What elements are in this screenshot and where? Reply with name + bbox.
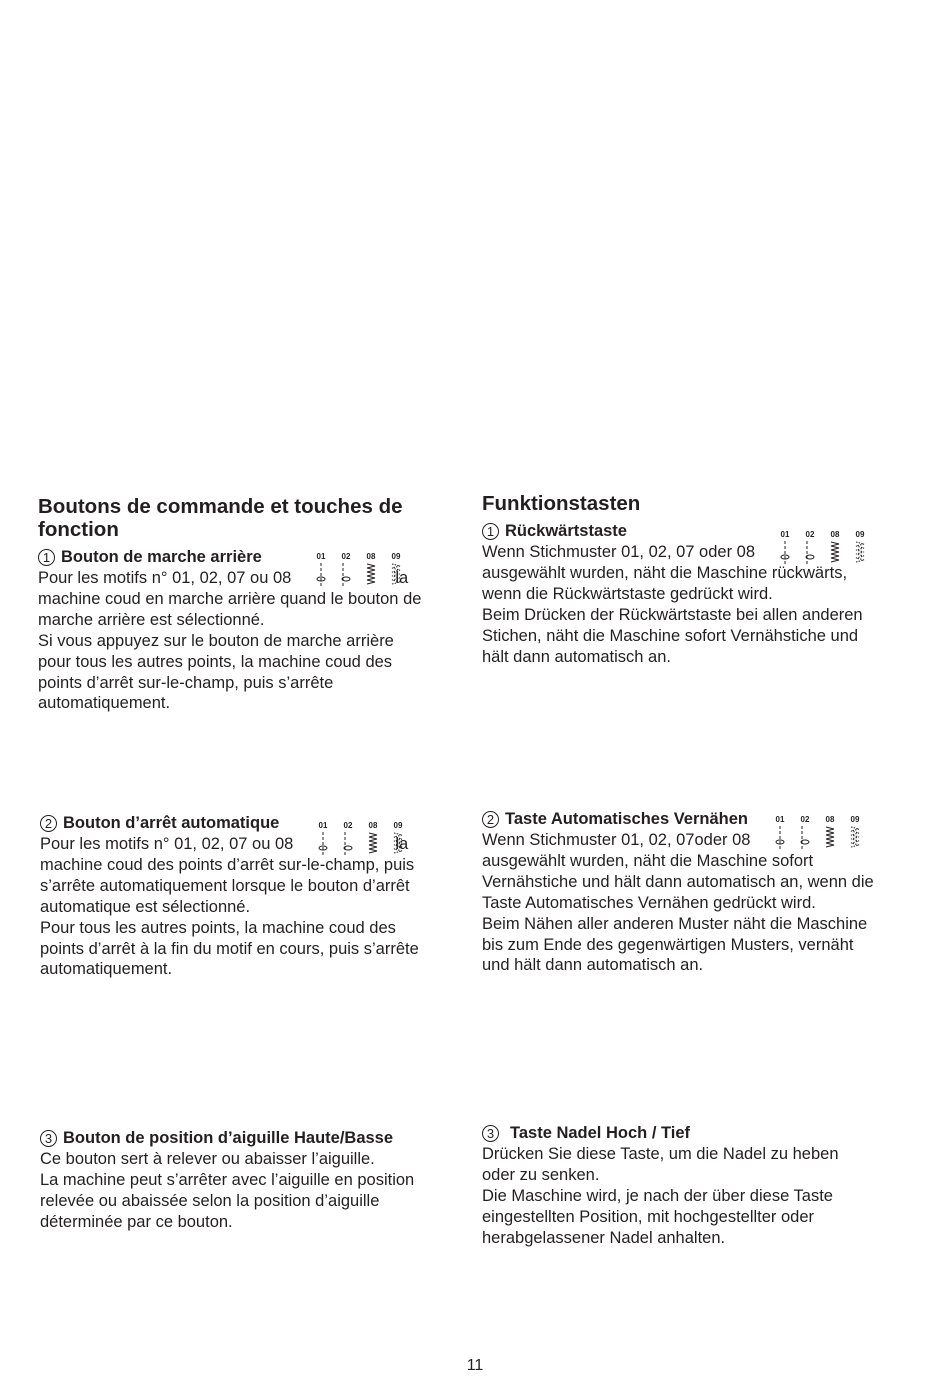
- stitch-label: 01: [318, 821, 328, 830]
- circled-number-1: 1: [38, 549, 55, 566]
- triple-zigzag-stitch-icon: [851, 815, 860, 847]
- fr-section-1-line: Si vous appuyez sur le bouton de marche arrière: [38, 631, 394, 650]
- fr-section-1-line: pour tous les autres points, la machine coud des: [38, 652, 393, 671]
- de-section-3-line: Drücken Sie diese Taste, um die Nadel zu heben: [482, 1145, 839, 1163]
- stitch-label: 08: [366, 552, 376, 561]
- de-section-3-heading: 3 Taste Nadel Hoch / Tief: [482, 1123, 902, 1144]
- fr-section-3-line: Ce bouton sert à relever ou abaisser l’aiguille.: [40, 1150, 375, 1168]
- straight-stitch-center-icon: [781, 530, 790, 564]
- german-title: Funktionstasten: [482, 492, 641, 515]
- stitch-label: 09: [393, 821, 403, 830]
- stitch-label: 08: [825, 815, 835, 824]
- fr-section-1-line: points d’arrêt sur-le-champ, puis s’arrête: [38, 673, 334, 692]
- page-number: 11: [466, 1357, 484, 1374]
- zigzag-stitch-icon: [367, 552, 376, 584]
- de-section-1-line-1: Wenn Stichmuster 01, 02, 07 oder 08: [482, 543, 756, 561]
- de-section-1-line: hält dann automatisch an.: [482, 647, 671, 666]
- stitch-label: 08: [830, 530, 840, 539]
- stitch-label: 09: [391, 552, 401, 561]
- stitch-label: 02: [343, 821, 353, 830]
- de-section-1-line: Stichen, näht die Maschine sofort Vernähstiche und: [482, 626, 859, 645]
- stitch-label: 01: [316, 552, 326, 561]
- straight-stitch-center-icon: [776, 815, 785, 849]
- fr-section-1-line-1: Pour les motifs n° 01, 02, 07 ou 08 la: [38, 569, 409, 587]
- fr-section-3-line: La machine peut s’arrêter avec l’aiguille en position: [40, 1170, 415, 1189]
- circled-number-2: 2: [482, 811, 499, 828]
- fr-section-2-line: automatiquement.: [40, 960, 173, 979]
- zigzag-stitch-icon: [369, 821, 378, 853]
- german-column: [482, 492, 902, 667]
- stitch-label: 09: [850, 815, 860, 824]
- straight-stitch-left-icon: [342, 552, 351, 586]
- stitch-label: 08: [368, 821, 378, 830]
- de-section-2-line: und hält dann automatisch an.: [482, 956, 704, 975]
- triple-zigzag-stitch-icon: [394, 821, 403, 853]
- stitch-label: 02: [341, 552, 351, 561]
- stitch-label: 02: [805, 530, 815, 539]
- fr-section-3-heading: 3 Bouton de position d’aiguille Haute/Basse: [40, 1128, 460, 1149]
- zigzag-stitch-icon: [831, 530, 840, 562]
- stitch-label: 01: [780, 530, 790, 539]
- straight-stitch-left-icon: [806, 530, 815, 564]
- de-section-3-line: Die Maschine wird, je nach der über diese Taste: [482, 1186, 833, 1205]
- french-column: [38, 495, 458, 714]
- triple-zigzag-stitch-icon: [392, 552, 401, 584]
- fr-section-2-line: Pour tous les autres points, la machine coud des: [40, 918, 396, 937]
- fr-section-2-line: automatique est sélectionné.: [40, 897, 251, 916]
- stitch-label: 01: [775, 815, 785, 824]
- fr-section-1-line: machine coud en marche arrière quand le bouton de: [38, 589, 422, 608]
- de-section-2-line: Beim Nähen aller anderen Muster näht die Maschine: [482, 914, 868, 933]
- fr-section-2-line-1: Pour les motifs n° 01, 02, 07 ou 08 la: [40, 835, 409, 853]
- fr-section-2-heading: 2 Bouton d’arrêt automatique: [40, 813, 460, 834]
- straight-stitch-center-icon: [319, 821, 328, 855]
- stitch-icons-fr-2: [311, 819, 411, 859]
- de-section-3-line: oder zu senken.: [482, 1165, 600, 1184]
- de-section-1-line: ausgewählt wurden, näht die Maschine rückwärts,: [482, 563, 848, 582]
- circled-number-3: 3: [482, 1125, 499, 1142]
- de-section-2-line-1: Wenn Stichmuster 01, 02, 07oder 08: [482, 831, 751, 849]
- de-section-2-line: Taste Automatisches Vernähen gedrückt wird.: [482, 893, 816, 912]
- fr-section-3-line: déterminée par ce bouton.: [40, 1212, 233, 1231]
- circled-number-1: 1: [482, 523, 499, 540]
- fr-section-2-line: points d’arrêt à la fin du motif en cours, puis s’arrête: [40, 939, 419, 958]
- zigzag-stitch-icon: [826, 815, 835, 847]
- fr-section-3: [40, 1128, 460, 1233]
- de-section-2-line: ausgewählt wurden, näht die Maschine sofort: [482, 851, 814, 870]
- triple-zigzag-stitch-icon: [856, 530, 865, 562]
- circled-number-3: 3: [40, 1130, 57, 1147]
- straight-stitch-left-icon: [344, 821, 353, 855]
- stitch-icons-fr-1: [309, 550, 409, 590]
- de-section-2-heading: 2 Taste Automatisches Vernähen: [482, 809, 902, 830]
- de-section-3-line: eingestellten Position, mit hochgestellter oder: [482, 1207, 815, 1226]
- straight-stitch-center-icon: [317, 552, 326, 586]
- circled-number-2: 2: [40, 815, 57, 832]
- fr-section-1-line: automatiquement.: [38, 694, 171, 713]
- fr-section-2-line: machine coud des points d’arrêt sur-le-champ, puis: [40, 855, 415, 874]
- stitch-label: 09: [855, 530, 865, 539]
- stitch-icons-de-1: [773, 528, 873, 568]
- fr-section-1-heading: 1 Bouton de marche arrière: [38, 547, 458, 568]
- fr-section-1-line: marche arrière est sélectionné.: [38, 610, 265, 629]
- de-section-1-line: Beim Drücken der Rückwärtstaste bei allen anderen: [482, 605, 863, 624]
- de-section-2-line: Vernähstiche und hält dann automatisch an, wenn die: [482, 872, 874, 891]
- de-section-3: [482, 1123, 902, 1249]
- french-title: Boutons de commande et touches de fonction: [38, 495, 403, 541]
- de-section-1-heading: 1 Rückwärtstaste: [482, 521, 902, 542]
- de-section-3-line: herabgelassener Nadel anhalten.: [482, 1228, 726, 1247]
- fr-section-2-line: s’arrête automatiquement lorsque le bouton d’arrêt: [40, 876, 410, 895]
- fr-section-3-line: relevée ou abaissée selon la position d’aiguille: [40, 1191, 380, 1210]
- stitch-icons-de-2: [768, 813, 868, 853]
- de-section-1-line: wenn die Rückwärtstaste gedrückt wird.: [482, 584, 773, 603]
- straight-stitch-left-icon: [801, 815, 810, 849]
- stitch-label: 02: [800, 815, 810, 824]
- de-section-2-line: bis zum Ende des gegenwärtigen Musters, vernäht: [482, 935, 854, 954]
